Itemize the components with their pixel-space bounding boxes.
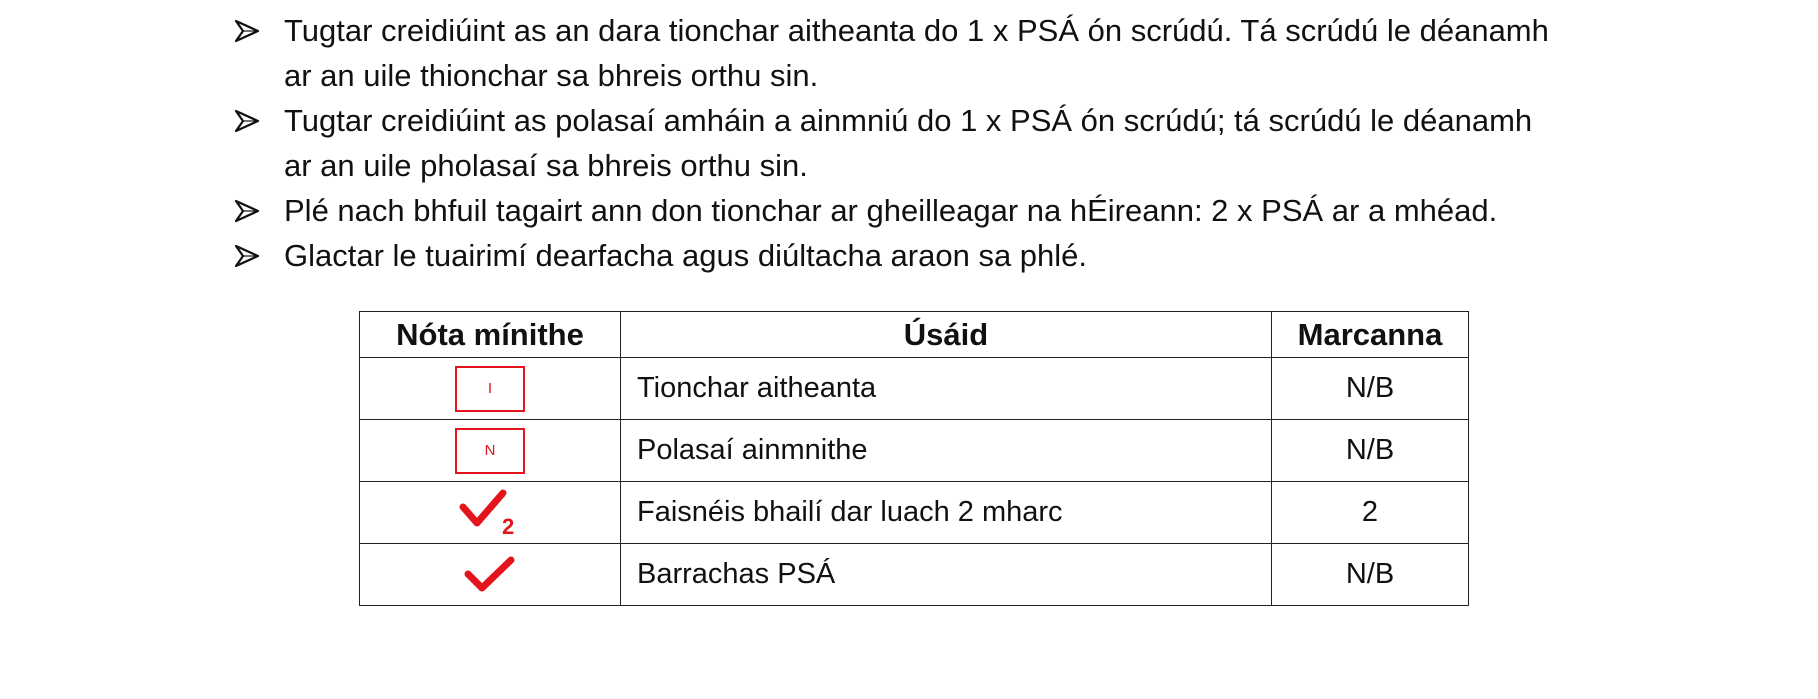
symbol-cell [360, 358, 621, 420]
tick-subscript: 2 [502, 513, 515, 537]
table-row [360, 358, 1469, 420]
boxed-i-icon: I [455, 366, 525, 412]
header-use: Úsáid [621, 312, 1272, 358]
arrowhead-bullet-icon [232, 233, 262, 278]
use-text: Faisnéis bhailí dar luach 2 mharc [637, 496, 1063, 528]
use-cell [621, 358, 1272, 420]
bullet-line: ar an uile thionchar sa bhreis orthu sin. [284, 58, 819, 93]
tick-icon [463, 554, 517, 596]
table-row [360, 482, 1469, 544]
arrowhead-bullet-icon [232, 8, 262, 53]
use-text: Barrachas PSÁ [637, 558, 836, 590]
symbol-cell [360, 482, 621, 544]
use-text: Polasaí ainmnithe [637, 434, 868, 466]
use-cell [621, 482, 1272, 544]
bullet-line: Plé nach bhfuil tagairt ann don tionchar ar gheilleagar na hÉireann: 2 x PSÁ ar a mhéad. [284, 193, 1498, 228]
bullet-item [232, 188, 1672, 233]
bullet-item [232, 98, 1672, 188]
bullet-line: Tugtar creidiúint as an dara tionchar aitheanta do 1 x PSÁ ón scrúdú. Tá scrúdú le déanamh [284, 13, 1549, 48]
boxed-n-icon: N [455, 428, 525, 474]
use-text: Tionchar aitheanta [637, 372, 877, 404]
use-cell [621, 420, 1272, 482]
marks-cell: N/B [1272, 544, 1469, 606]
marks-cell: 2 [1272, 482, 1469, 544]
bullet-item [232, 8, 1672, 98]
tick-2-icon [459, 489, 521, 537]
marks-cell: N/B [1272, 358, 1469, 420]
table-header-row [360, 312, 1469, 358]
arrowhead-bullet-icon [232, 98, 262, 143]
marking-legend-table [359, 311, 1469, 606]
header-marks: Marcanna [1272, 312, 1469, 358]
bullet-line: ar an uile pholasaí sa bhreis orthu sin. [284, 148, 808, 183]
table-row [360, 544, 1469, 606]
use-cell [621, 544, 1272, 606]
bullet-line: Glactar le tuairimí dearfacha agus diúltacha araon sa phlé. [284, 238, 1088, 273]
header-explanatory-note: Nóta mínithe [360, 312, 621, 358]
marks-cell: N/B [1272, 420, 1469, 482]
bullet-line: Tugtar creidiúint as polasaí amháin a ainmniú do 1 x PSÁ ón scrúdú; tá scrúdú le déanamh [284, 103, 1533, 138]
symbol-cell [360, 420, 621, 482]
bullet-item [232, 233, 1672, 278]
bullet-list [232, 8, 1672, 278]
table-row [360, 420, 1469, 482]
arrowhead-bullet-icon [232, 188, 262, 233]
symbol-cell [360, 544, 621, 606]
